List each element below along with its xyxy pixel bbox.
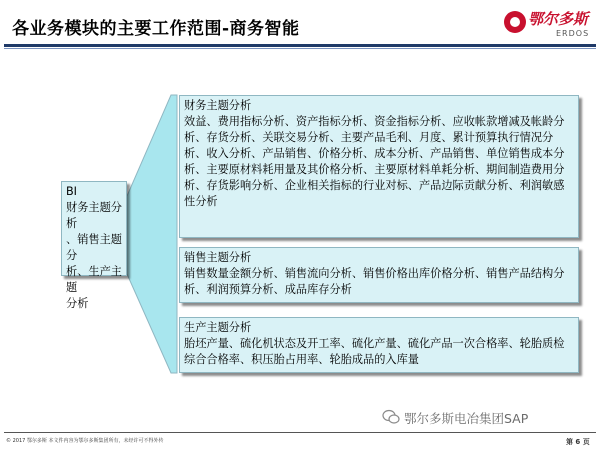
bi-line: 、销售主题分: [66, 233, 122, 262]
footer-divider: [4, 432, 596, 433]
finance-body: 效益、费用指标分析、资产指标分析、资金指标分析、应收帐款增减及帐龄分析、存货分析、关联交易分析、主要产品毛利、月度、累计预算执行情况分析、收入分析、产品销售、价格分析、成本分析、产品销售、单位销售成本分析、主要原材料耗用量及其价格分析、主要原材料单耗分析、期间制造费用分析、存货影响分析、企业相关指标的行业对标、产品边际贡献分析、利润敏感性分析: [184, 115, 565, 208]
finance-topic-box: [179, 95, 579, 238]
finance-heading: 财务主题分析: [184, 99, 252, 112]
production-topic-box: [179, 317, 579, 373]
bi-line: BI: [66, 185, 77, 198]
bi-line: 财务主题分析: [66, 201, 122, 230]
page-title: 各业务模块的主要工作范围-商务智能: [12, 19, 300, 39]
page-number: 第 6 页: [566, 438, 590, 446]
watermark-text: 鄂尔多斯电冶集团SAP: [404, 411, 529, 426]
sales-topic-box: [179, 247, 579, 303]
sales-body: 销售数量金额分析、销售流向分析、销售价格出库价格分析、销售产品结构分析、利润预算分析、成品库存分析: [184, 267, 565, 296]
bi-line: 分析: [66, 297, 89, 310]
wechat-icon: [382, 409, 400, 425]
footer-copyright: © 2017 鄂尔多斯 本文件内容为鄂尔多斯集团所有，未经许可不得外传: [6, 438, 164, 444]
logo-english-text: ERDOS: [556, 29, 590, 38]
production-heading: 生产主题分析: [184, 321, 252, 334]
sales-heading: 销售主题分析: [184, 251, 252, 264]
production-body: 胎坯产量、硫化机状态及开工率、硫化产量、硫化产品一次合格率、轮胎质检综合合格率、积压胎占用率、轮胎成品的入库量: [184, 337, 565, 366]
bi-line: 析、生产主题: [66, 265, 122, 294]
connector-shape: [127, 95, 177, 373]
bi-category-box: [61, 181, 127, 310]
logo-chinese-text: 鄂尔多斯: [528, 10, 589, 28]
